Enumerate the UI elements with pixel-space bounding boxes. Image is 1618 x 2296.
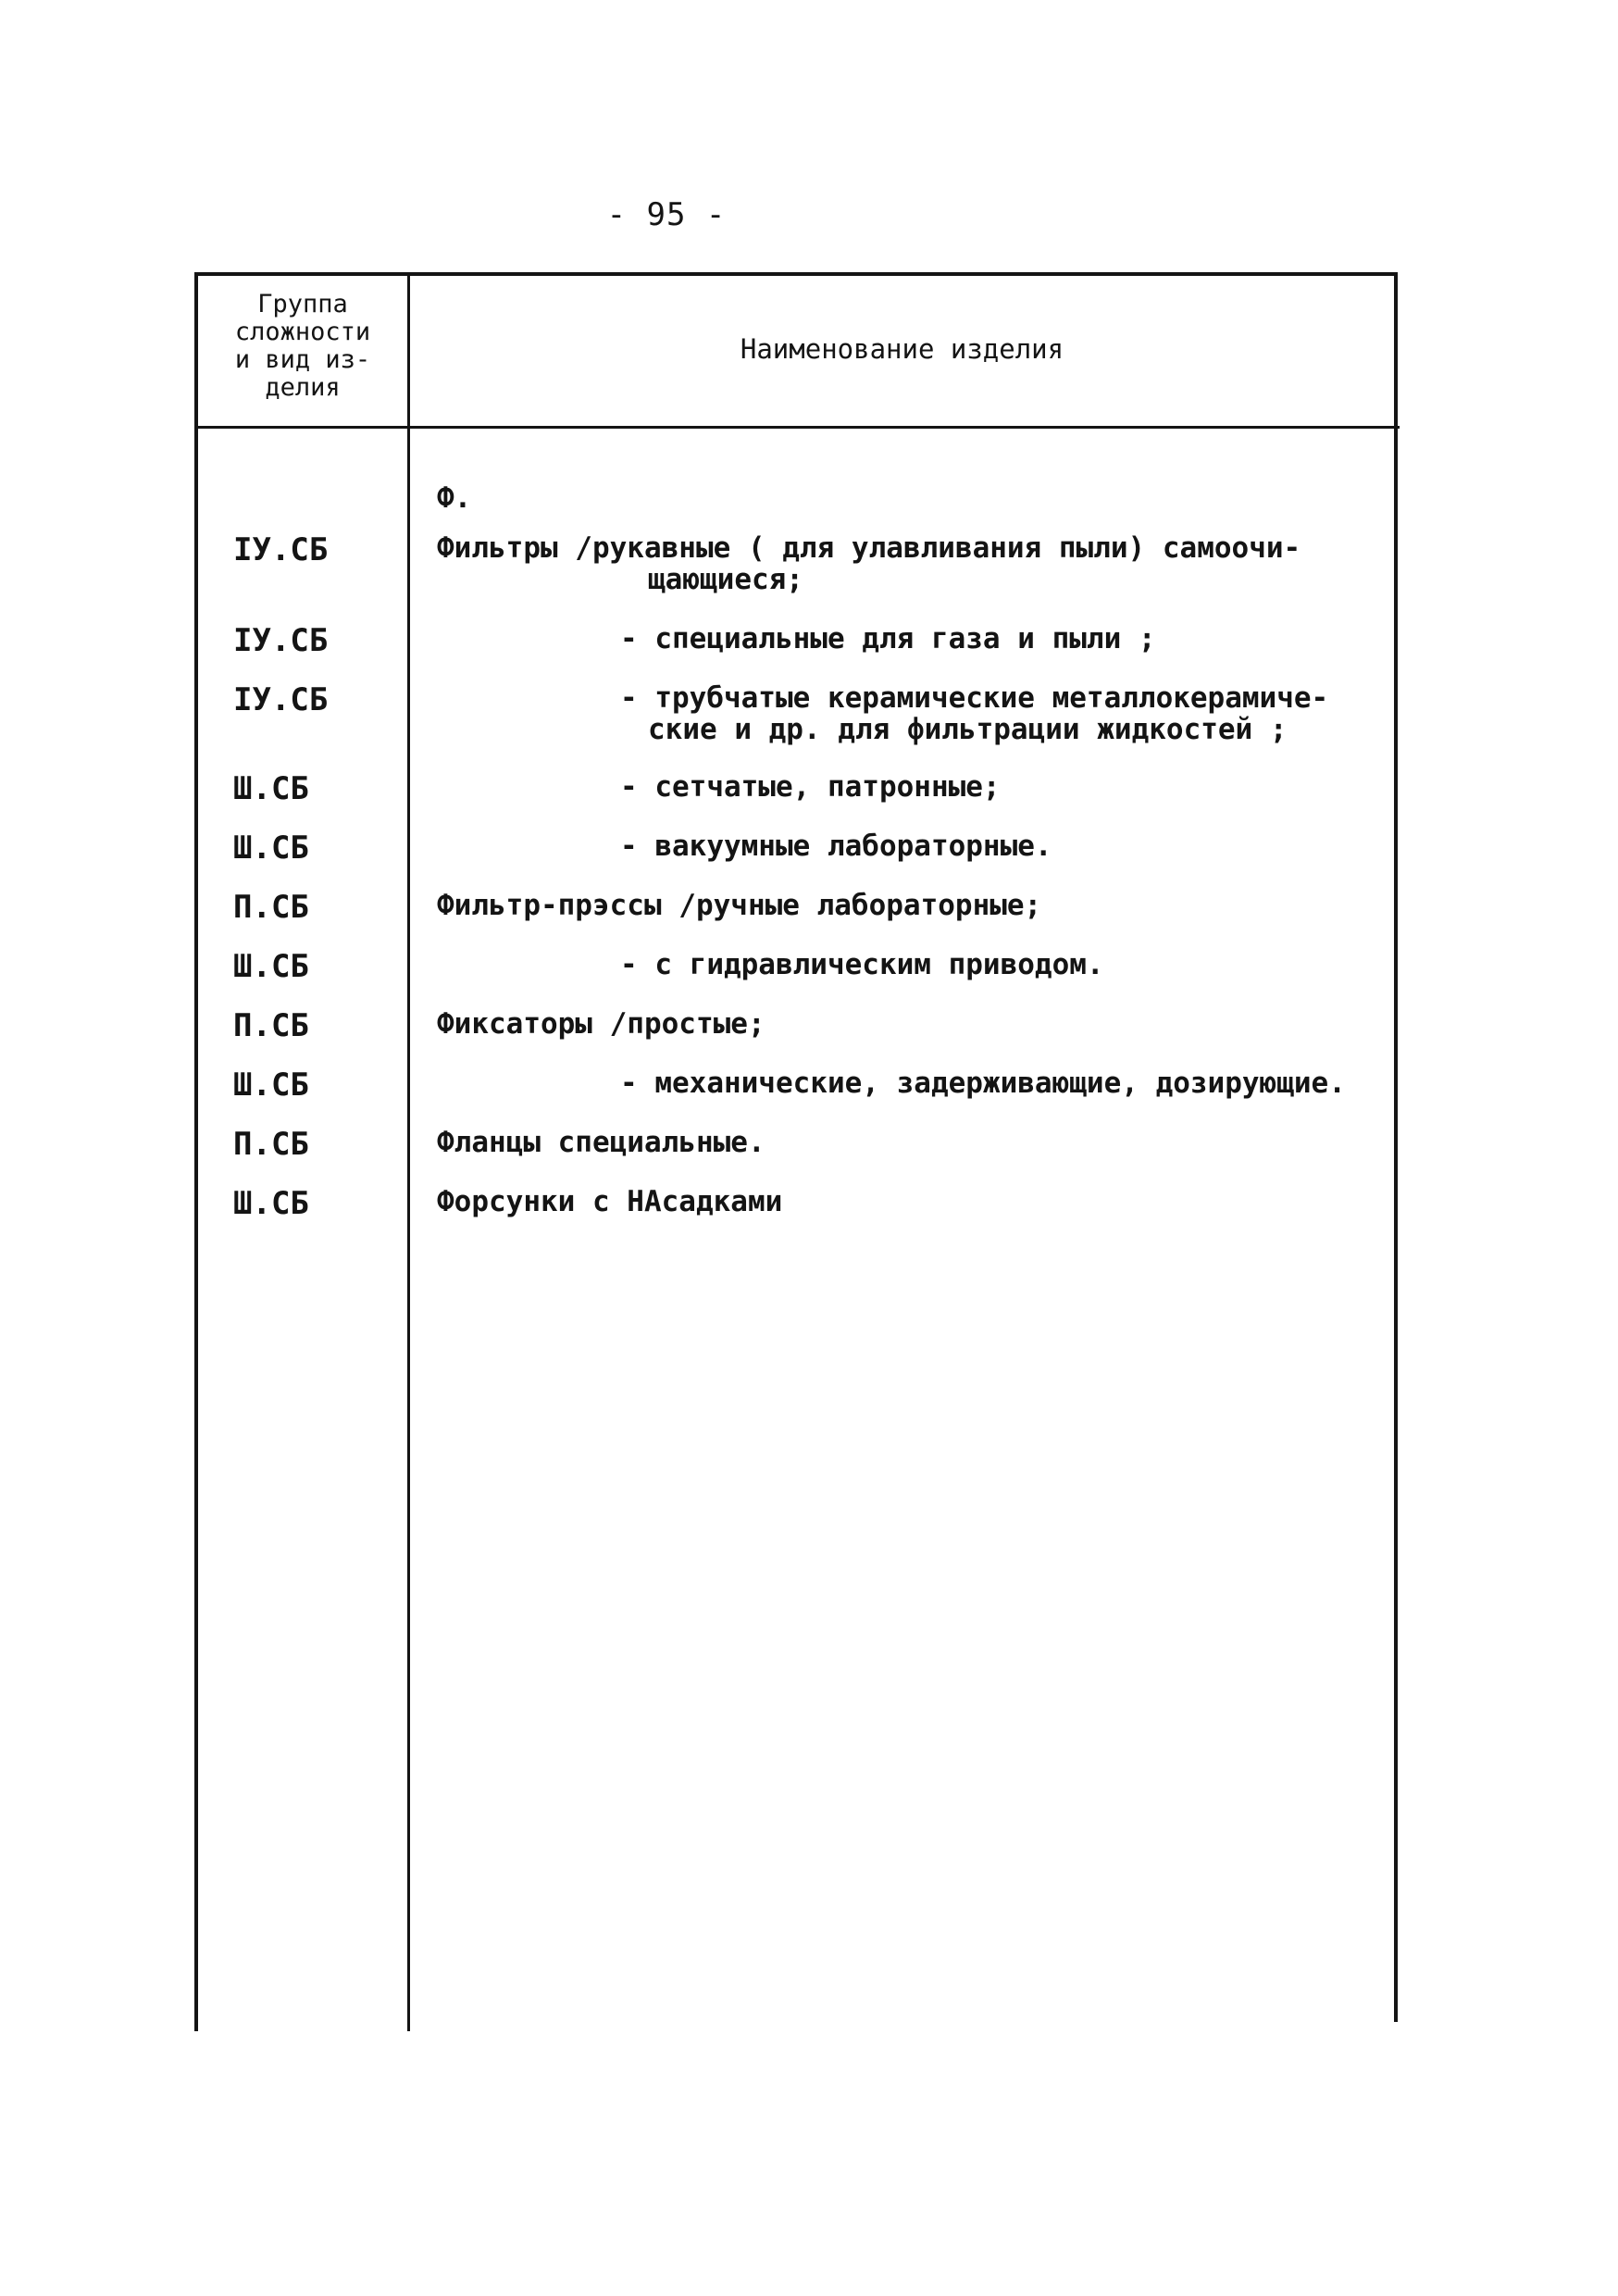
table-row [194, 531, 1398, 596]
row-name-continuation: ские и др. для фильтрации жидкостей ; [648, 713, 1288, 746]
table-row [194, 1185, 1398, 1241]
table-row [194, 1067, 1398, 1122]
table-row [194, 770, 1398, 826]
row-name: - сетчатые, патронные; [620, 770, 1001, 804]
row-code: П.СБ [233, 889, 309, 926]
products-table [194, 272, 1398, 2031]
table-row [194, 948, 1398, 1004]
header-group-line: и вид из- [234, 345, 371, 374]
row-name: - механические, задерживающие, дозирующие. [620, 1067, 1346, 1100]
row-code: IУ.СБ [233, 622, 329, 659]
row-name: - с гидравлическим приводом. [620, 948, 1104, 981]
page-number: - 95 - [606, 196, 727, 233]
table-row [194, 622, 1398, 678]
table-row [194, 1007, 1398, 1063]
row-code: Ш.СБ [233, 830, 309, 867]
row-code: IУ.СБ [233, 681, 329, 718]
header-group-line: сложности [234, 318, 371, 346]
table-row [194, 1126, 1398, 1181]
row-name: Форсунки с НАсадками [437, 1185, 783, 1218]
row-code: П.СБ [233, 1126, 309, 1163]
row-code: П.СБ [233, 1007, 309, 1044]
row-code: Ш.СБ [233, 770, 309, 807]
table-row [194, 830, 1398, 885]
row-code: Ш.СБ [233, 948, 309, 985]
row-code: Ш.СБ [233, 1067, 309, 1104]
row-name: Фиксаторы /простые; [437, 1007, 765, 1041]
row-name-continuation: щающиеся; [648, 563, 803, 596]
row-name: Фильтры /рукавные ( для улавливания пыли) самоочи- [437, 531, 1301, 565]
header-group-line: делия [265, 373, 341, 402]
row-name: Фланцы специальные. [437, 1126, 765, 1159]
row-name: - специальные для газа и пыли ; [620, 622, 1156, 655]
row-code: IУ.СБ [233, 531, 329, 568]
header-name-column: Наименование изделия [740, 333, 1064, 365]
row-name: - вакуумные лабораторные. [620, 830, 1052, 863]
table-header-rule [196, 426, 1400, 429]
row-name: Фильтр-прэссы /ручные лабораторные; [437, 889, 1042, 922]
header-group-column [198, 291, 407, 402]
table-row [194, 681, 1398, 746]
section-letter: Ф. [437, 481, 472, 515]
table-row [194, 889, 1398, 944]
header-group-line: Группа [257, 290, 348, 318]
row-name: - трубчатые керамические металлокерамиче- [620, 681, 1329, 715]
table-top-rule [194, 272, 1396, 276]
row-code: Ш.СБ [233, 1185, 309, 1222]
